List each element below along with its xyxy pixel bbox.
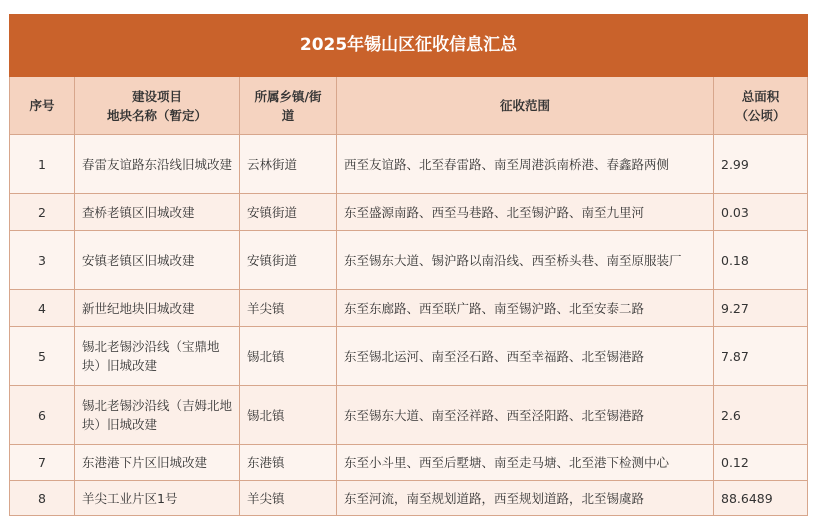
cell-scope: 东至锡北运河、南至泾石路、西至幸福路、北至锡港路 xyxy=(337,327,714,386)
table-row xyxy=(10,290,808,327)
cell-area: 0.18 xyxy=(714,231,808,290)
table-row xyxy=(10,481,808,516)
table-title: 2025年锡山区征收信息汇总 xyxy=(10,15,808,77)
cell-street: 羊尖镇 xyxy=(240,481,337,516)
cell-seq: 1 xyxy=(10,135,75,194)
expropriation-table xyxy=(9,14,808,516)
cell-project-name: 东港港下片区旧城改建 xyxy=(75,445,240,481)
table-row xyxy=(10,135,808,194)
cell-project-name: 羊尖工业片区1号 xyxy=(75,481,240,516)
table-container xyxy=(9,14,807,516)
cell-street: 安镇街道 xyxy=(240,194,337,231)
cell-scope: 东至小斗里、西至后墅塘、南至走马塘、北至港下检测中心 xyxy=(337,445,714,481)
header-area xyxy=(714,77,808,135)
table-row xyxy=(10,327,808,386)
cell-area: 0.03 xyxy=(714,194,808,231)
table-row xyxy=(10,231,808,290)
cell-seq: 3 xyxy=(10,231,75,290)
cell-area: 0.12 xyxy=(714,445,808,481)
header-row xyxy=(10,77,808,135)
cell-area: 7.87 xyxy=(714,327,808,386)
table-row xyxy=(10,194,808,231)
header-project-name-line2: 地块名称（暂定） xyxy=(106,107,207,123)
header-street-line2: 道 xyxy=(281,107,295,123)
cell-project-name: 锡北老锡沙沿线（宝鼎地块）旧城改建 xyxy=(75,327,240,386)
header-project-name-line1: 建设项目 xyxy=(131,88,182,104)
table-row xyxy=(10,445,808,481)
cell-scope: 东至河流，南至规划道路，西至规划道路，北至锡虞路 xyxy=(337,481,714,516)
header-area-line1: 总面积 xyxy=(741,88,780,104)
cell-project-name: 新世纪地块旧城改建 xyxy=(75,290,240,327)
cell-street: 羊尖镇 xyxy=(240,290,337,327)
cell-project-name: 安镇老镇区旧城改建 xyxy=(75,231,240,290)
header-area-line2: （公顷） xyxy=(735,107,786,123)
header-seq: 序号 xyxy=(10,77,75,135)
cell-scope: 东至锡东大道、南至泾祥路、西至泾阳路、北至锡港路 xyxy=(337,386,714,445)
cell-street: 东港镇 xyxy=(240,445,337,481)
cell-area: 88.6489 xyxy=(714,481,808,516)
cell-area: 2.99 xyxy=(714,135,808,194)
cell-street: 云林街道 xyxy=(240,135,337,194)
table-row xyxy=(10,386,808,445)
header-street-line1: 所属乡镇/街 xyxy=(254,88,322,104)
cell-project-name: 春雷友谊路东沿线旧城改建 xyxy=(75,135,240,194)
cell-seq: 6 xyxy=(10,386,75,445)
cell-seq: 4 xyxy=(10,290,75,327)
header-street xyxy=(240,77,337,135)
cell-scope: 西至友谊路、北至春雷路、南至周港浜南桥港、春鑫路两侧 xyxy=(337,135,714,194)
cell-seq: 7 xyxy=(10,445,75,481)
header-scope: 征收范围 xyxy=(337,77,714,135)
cell-seq: 2 xyxy=(10,194,75,231)
cell-scope: 东至盛源南路、西至马巷路、北至锡沪路、南至九里河 xyxy=(337,194,714,231)
cell-scope: 东至东廊路、西至联广路、南至锡沪路、北至安泰二路 xyxy=(337,290,714,327)
cell-seq: 5 xyxy=(10,327,75,386)
cell-project-name: 查桥老镇区旧城改建 xyxy=(75,194,240,231)
header-project-name xyxy=(75,77,240,135)
cell-street: 锡北镇 xyxy=(240,327,337,386)
cell-seq: 8 xyxy=(10,481,75,516)
cell-street: 安镇街道 xyxy=(240,231,337,290)
cell-project-name: 锡北老锡沙沿线（吉姆北地块）旧城改建 xyxy=(75,386,240,445)
cell-street: 锡北镇 xyxy=(240,386,337,445)
cell-area: 9.27 xyxy=(714,290,808,327)
cell-scope: 东至锡东大道、锡沪路以南沿线、西至桥头巷、南至原服装厂 xyxy=(337,231,714,290)
cell-area: 2.6 xyxy=(714,386,808,445)
